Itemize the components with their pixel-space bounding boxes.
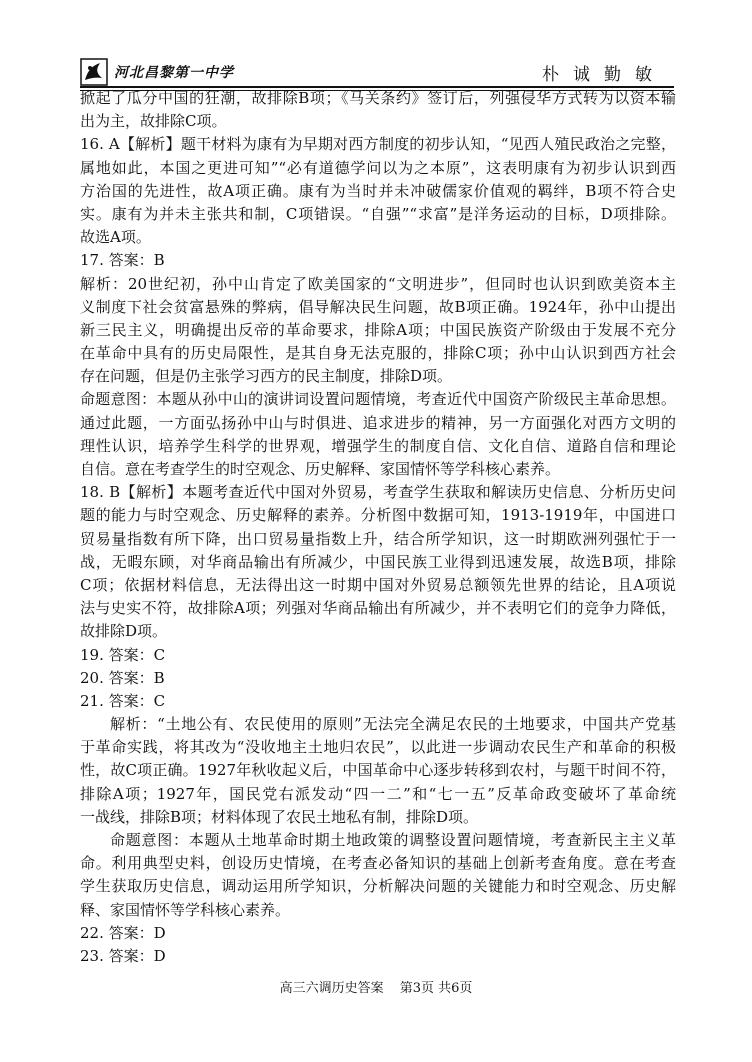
text-line: C项；依据材料信息，无法得出这一时期中国对外贸易总额领先世界的结论，且A项说 — [80, 575, 676, 594]
text-line: 实。康有为并未主张共和制，C项错误。“自强”“求富”是洋务运动的目标，D项排除。 — [80, 204, 676, 223]
text-line: 题的能力与时空观念、历史解释的素养。分析图中数据可知，1913-1919年，中国进口 — [80, 506, 676, 525]
text-line: 18. B【解析】本题考查近代中国对外贸易，考查学生获取和解读历史信息、分析历史问 — [80, 483, 676, 502]
text-line: 一战线，排除B项；材料体现了农民土地私有制，排除D项。 — [80, 807, 479, 826]
school-motto: 朴诚勤敏 — [542, 65, 666, 85]
text-line: 在革命中具有的历史局限性，是其自身无法克服的，排除C项；孙中山认识到西方社会 — [80, 344, 676, 363]
answer-body — [80, 87, 676, 968]
text-line: 19. 答案：C — [80, 645, 166, 664]
text-line: 通过此题，一方面弘扬孙中山与时俱进、追求进步的精神，另一方面强化对西方文明的 — [80, 413, 676, 432]
school-name: 河北昌黎第一中学 — [114, 65, 234, 81]
text-line: 理性认识，培养学生科学的世界观，增强学生的制度自信、文化自信、道路自信和理论 — [80, 436, 676, 455]
text-line: 解析：“土地公有、农民使用的原则”无法完全满足农民的土地要求，中国共产党基 — [110, 715, 676, 734]
school-logo-icon — [80, 58, 108, 86]
text-line: 战，无暇东顾，对华商品输出有所减少，中国民族工业得到迅速发展，故选B项，排除 — [80, 552, 676, 571]
text-line: 23. 答案：D — [80, 946, 166, 965]
text-line: 于革命实践，将其改为“没收地主土地归农民”，以此进一步调动农民生产和革命的积极 — [80, 738, 676, 757]
text-line: 命题意图：本题从土地革命时期土地政策的调整设置问题情境，考查新民主主义革 — [110, 831, 676, 849]
page-footer — [0, 977, 752, 996]
text-line: 学生获取历史信息，调动运用所学知识，分析解决问题的关键能力和时空观念、历史解 — [80, 877, 676, 896]
footer-page-number: 第3页 共6页 — [399, 981, 473, 996]
page-header — [80, 56, 672, 88]
footer-title: 高三六调历史答案 — [279, 981, 384, 996]
text-line: 方治国的先进性，故A项正确。康有为当时并未冲破儒家价值观的羁绊，B项不符合史 — [80, 181, 676, 200]
text-line: 掀起了瓜分中国的狂潮，故排除B项；《马关条约》签订后，列强侵华方式转为以资本输 — [80, 89, 676, 107]
text-line: 排除A项；1927年，国民党右派发动“四一二”和“七一五”反革命政变破坏了革命统 — [80, 784, 676, 803]
text-line: 22. 答案：D — [80, 923, 166, 942]
text-line: 17. 答案：B — [80, 251, 165, 270]
text-line: 贸易量指数有所下降，出口贸易量指数上升，结合所学知识，这一时期欧洲列强忙于一 — [80, 529, 676, 548]
text-line: 自信。意在考查学生的时空观念、历史解释、家国情怀等学科核心素养。 — [80, 460, 561, 478]
text-line: 释、家国情怀等学科核心素养。 — [80, 900, 291, 919]
text-line: 故选A项。 — [80, 228, 151, 247]
text-line: 法与史实不符，故排除A项；列强对华商品输出有所减少，并不表明它们的竞争力降低， — [80, 599, 676, 618]
text-line: 故排除D项。 — [80, 622, 168, 641]
text-line: 命。利用典型史料，创设历史情境，在考查必备知识的基础上创新考查角度。意在考查 — [80, 854, 676, 873]
text-line: 新三民主义，明确提出反帝的革命要求，排除A项；中国民族资产阶级由于发展不充分 — [80, 320, 676, 339]
text-line: 20. 答案：B — [80, 668, 165, 687]
text-line: 性，故C项正确。1927年秋收起义后，中国革命中心逐步转移到农村，与题干时间不符， — [80, 761, 676, 780]
text-line: 属地如此，本国之更进可知”“必有道德学问以为之本原”，这表明康有为初步认识到西 — [80, 158, 676, 177]
text-line: 存在问题，但是仍主张学习西方的民主制度，排除D项。 — [80, 367, 453, 386]
text-line: 21. 答案：C — [80, 691, 166, 710]
text-line: 命题意图：本题从孙中山的演讲词设置问题情境，考查近代中国资产阶级民主革命思想。 — [80, 390, 676, 409]
text-line: 义制度下社会贫富悬殊的弊病，倡导解决民生问题，故B项正确。1924年，孙中山提出 — [80, 297, 676, 316]
text-line: 出为主，故排除C项。 — [80, 112, 227, 131]
text-line: 16. A【解析】题干材料为康有为早期对西方制度的初步认知，“见西人殖民政治之完整， — [80, 135, 676, 154]
text-line: 解析：20世纪初，孙中山肯定了欧美国家的“文明进步”，但同时也认识到欧美资本主 — [80, 274, 676, 293]
